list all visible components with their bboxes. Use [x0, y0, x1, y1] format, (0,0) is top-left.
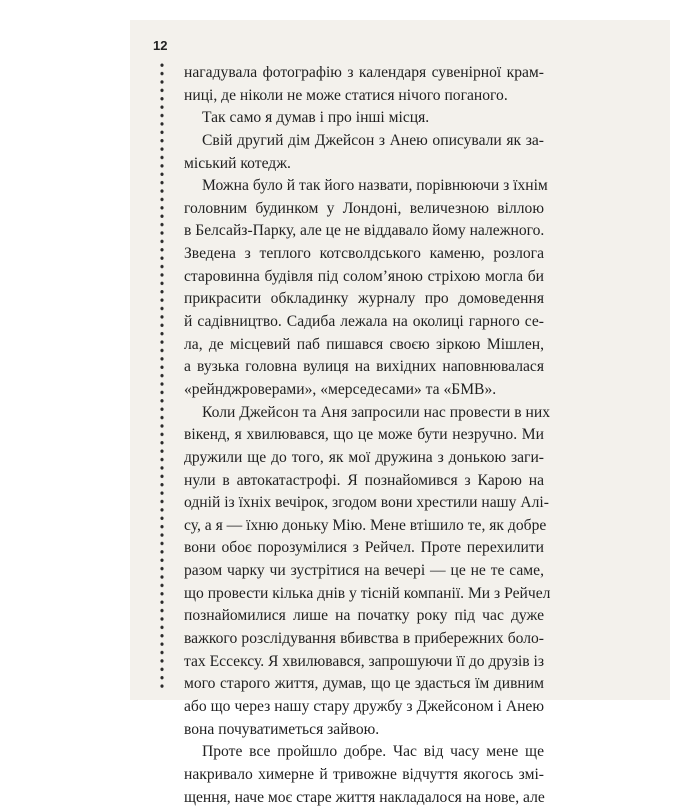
text-line: нагадувала фотографію з календаря сувенірної крам-: [184, 62, 544, 85]
text-line: що провести кілька днів у тісній компанії. Ми з Рейчел: [184, 583, 544, 606]
text-line: або що через нашу стару дружбу з Джейсоном і Анею: [184, 696, 544, 719]
text-line: Коли Джейсон та Аня запросили нас провести в них: [184, 402, 544, 425]
text-line: познайомилися лише на початку року під час дуже: [184, 605, 544, 628]
text-line: в Белсайз-Парку, але це не віддавало йому належного.: [184, 220, 544, 243]
text-line: старовинна будівля під солом’яною стріхою могла би: [184, 266, 544, 289]
text-line: важкого розслідування вбивства в прибережних боло-: [184, 628, 544, 651]
dotted-margin-decoration: [160, 61, 164, 691]
text-line: ла, де місцевий паб пишався своєю зіркою Мішлен,: [184, 334, 544, 357]
text-line: Зведена з теплого котсволдського каменю, розлога: [184, 243, 544, 266]
text-line: мого старого життя, думав, що це здасться їм дивним: [184, 673, 544, 696]
text-line: разом чарку чи зустрітися на вечері — це не те саме,: [184, 560, 544, 583]
text-line: дружили ще до того, як мої дружина з донькою заги-: [184, 447, 544, 470]
text-line: прикрасити обкладинку журналу про домоведення: [184, 288, 544, 311]
text-line: су, а я — їхню доньку Мію. Мене втішило те, як добре: [184, 515, 544, 538]
text-line: одній із їхніх вечірок, згодом вони хрестили нашу Алі-: [184, 492, 544, 515]
text-line: «рейнджроверами», «мерседесами» та «БМВ».: [184, 379, 544, 402]
text-line: вони обоє порозумілися з Рейчел. Проте перехилити: [184, 537, 544, 560]
text-line: Проте все пройшло добре. Час від часу мене ще: [184, 741, 544, 764]
text-line: міський котедж.: [184, 153, 544, 176]
text-line: Так само я думав і про інші місця.: [184, 107, 544, 130]
text-line: вона почуватиметься зайвою.: [184, 719, 544, 742]
text-line: головним будинком у Лондоні, величезною віллою: [184, 198, 544, 221]
page-number: 12: [153, 38, 167, 53]
text-line: Свій другий дім Джейсон з Анею описували як за-: [184, 130, 544, 153]
text-line: Можна було й так його назвати, порівнюючи з їхнім: [184, 175, 544, 198]
text-line: ниці, де ніколи не може статися нічого поганого.: [184, 85, 544, 108]
text-line: вікенд, я хвилювався, що це може бути незручно. Ми: [184, 424, 544, 447]
text-line: накривало химерне й тривожне відчуття якогось змі-: [184, 764, 544, 787]
text-line: а вузька головна вулиця на вихідних наповнювалася: [184, 356, 544, 379]
body-text: [184, 62, 544, 809]
text-line: й садівництво. Садиба лежала на околиці гарного се-: [184, 311, 544, 334]
text-line: щення, наче моє старе життя накладалося на нове, але: [184, 787, 544, 809]
text-line: тах Ессексу. Я хвилювався, запрошуючи її до друзів із: [184, 651, 544, 674]
text-line: нули в автокатастрофі. Я познайомився з Карою на: [184, 470, 544, 493]
